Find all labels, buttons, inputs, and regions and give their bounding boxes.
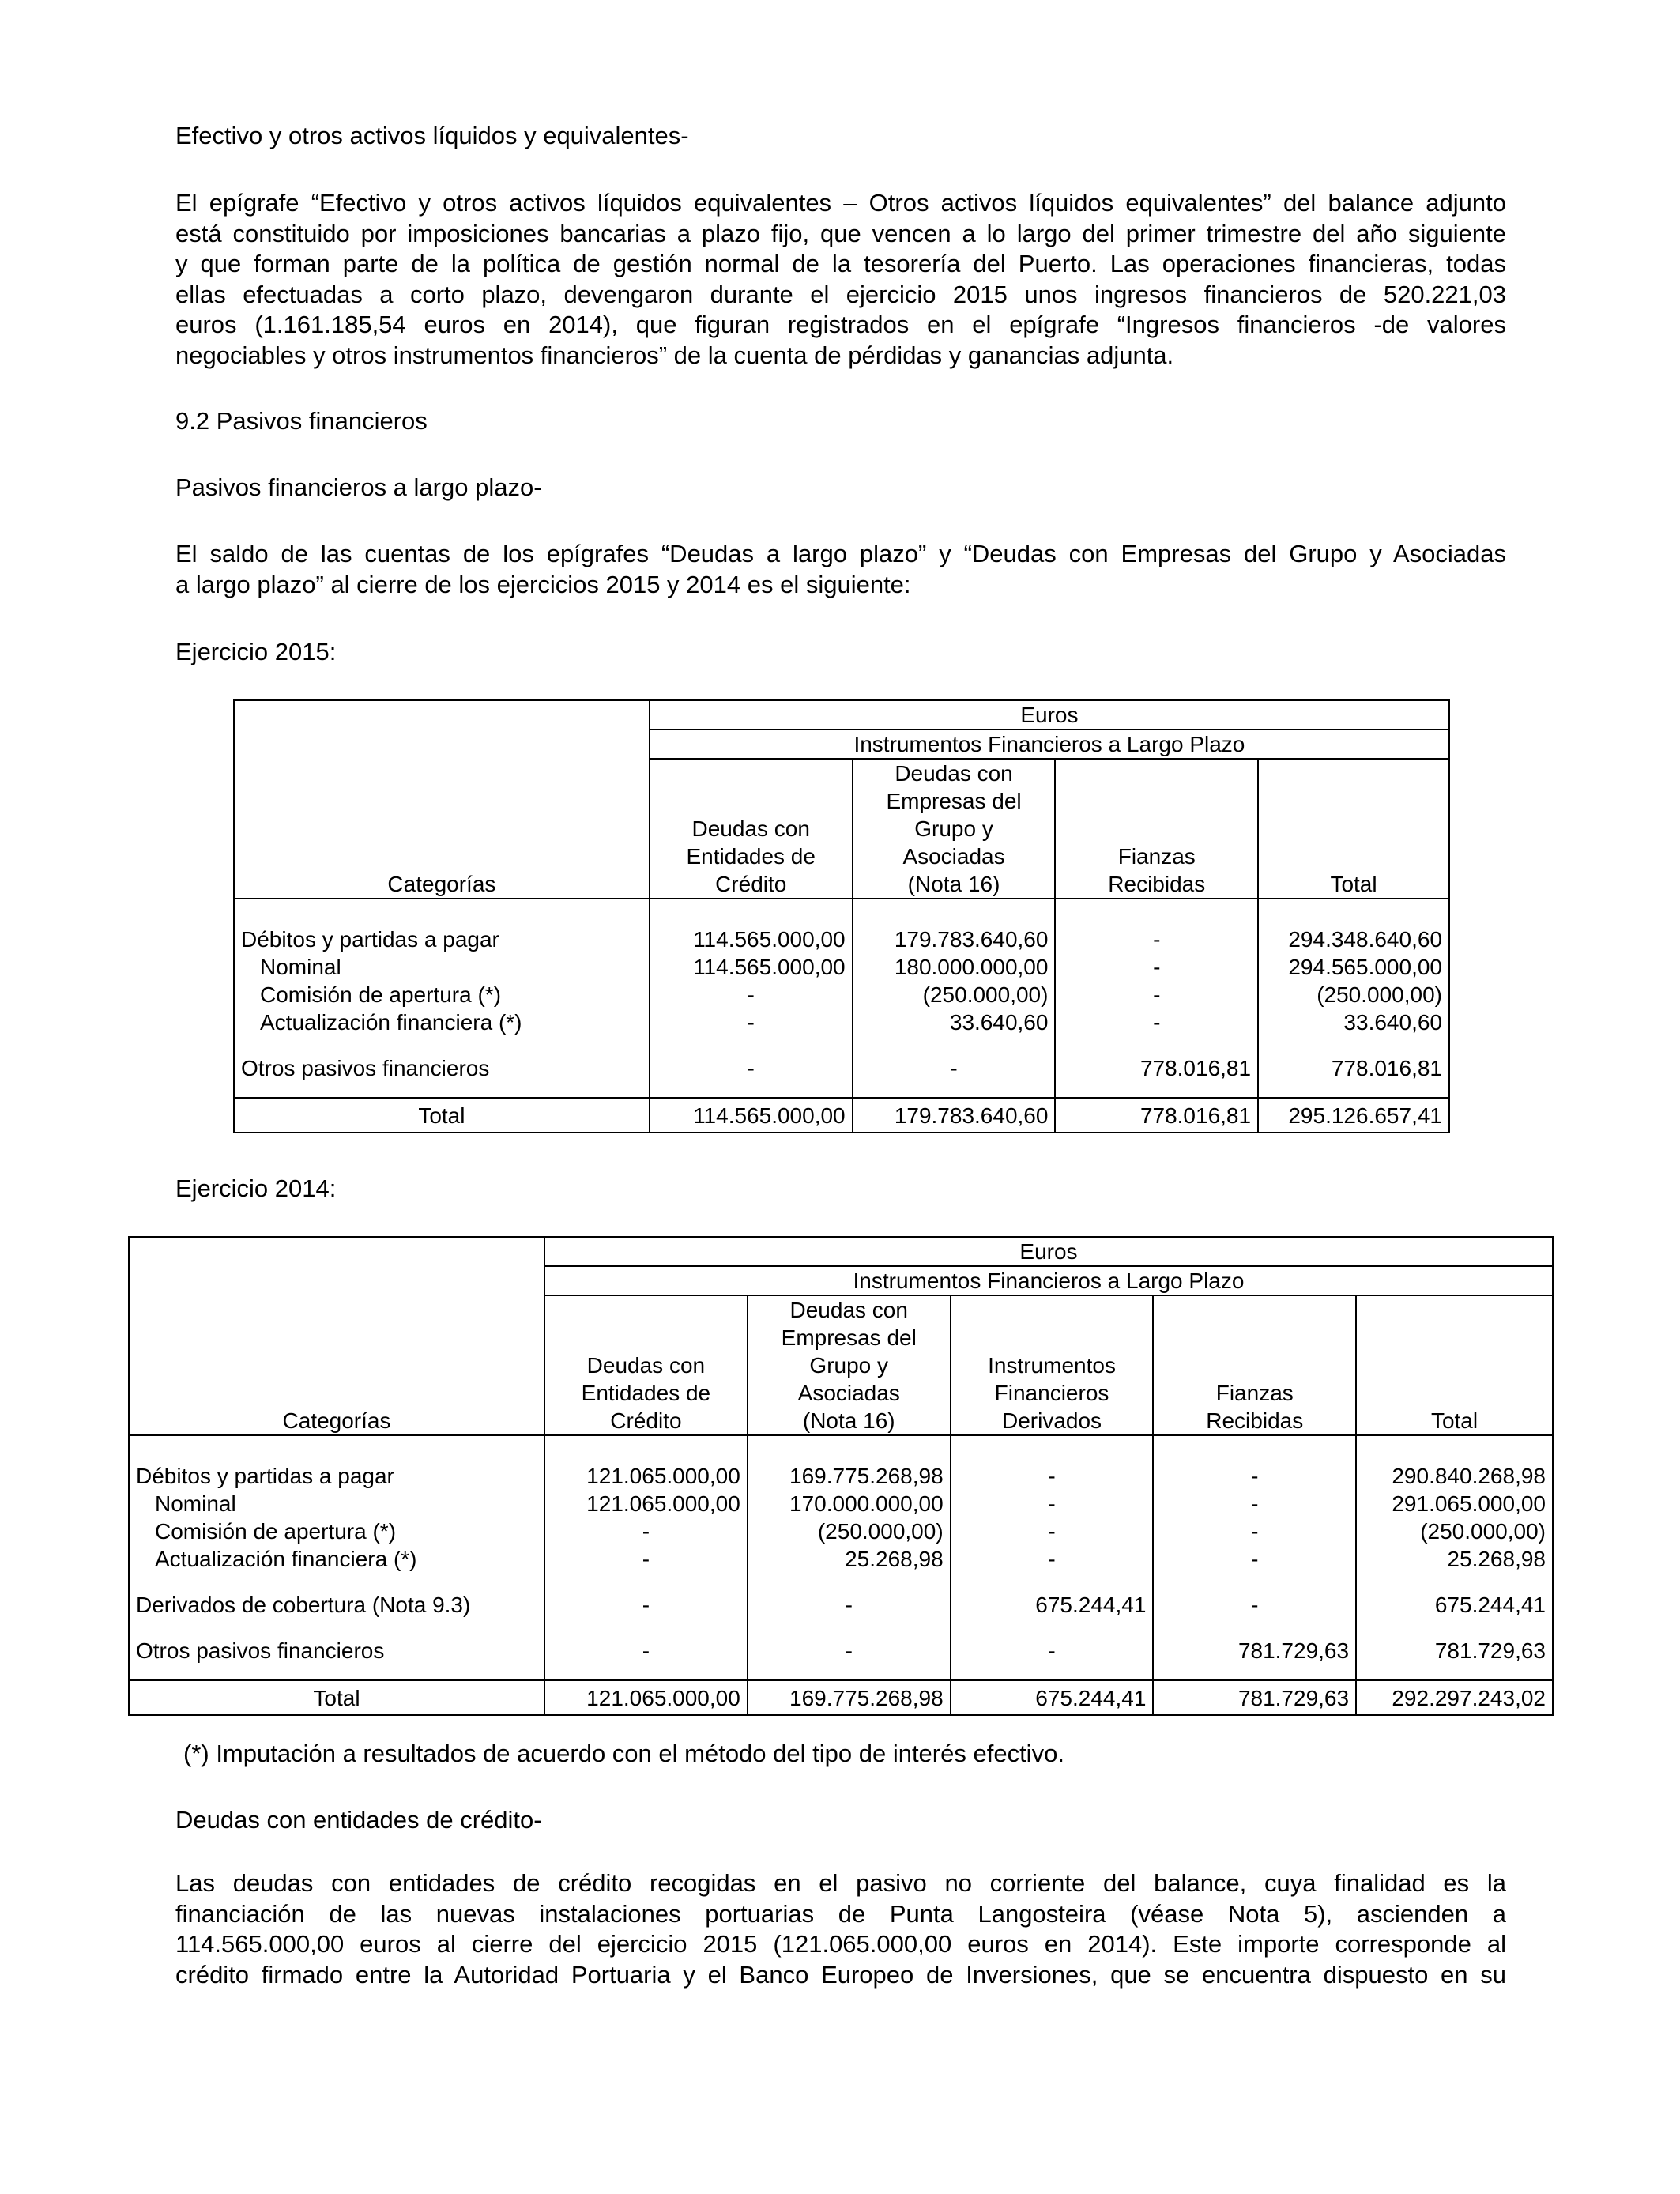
- text-line: El epígrafe “Efectivo y otros activos líquidos equivalentes – Otros activos líquidos equivalentes” del balance adjunto: [175, 189, 1506, 217]
- header-euros: Euros: [544, 1237, 1553, 1266]
- cell-value: 179.783.640,60: [853, 925, 1056, 953]
- cell-value: 290.840.268,98: [1356, 1462, 1553, 1490]
- cell-value: (250.000,00): [1356, 1517, 1553, 1545]
- header-text: Derivados: [1002, 1408, 1102, 1433]
- paragraph-efectivo: [175, 188, 1506, 371]
- text-line: crédito firmado entre la Autoridad Portuaria y el Banco Europeo de Inversiones, que se encuentra dispuesto en su: [175, 1960, 1506, 1989]
- header-text: Recibidas: [1206, 1408, 1304, 1433]
- cell-value: -: [748, 1573, 951, 1619]
- header-text: Deudas con: [789, 1298, 908, 1322]
- table-row: [234, 925, 1449, 953]
- header-text: Asociadas: [797, 1381, 900, 1405]
- text-line: Las deudas con entidades de crédito recogidas en el pasivo no corriente del balance, cuya finalidad es la: [175, 1869, 1506, 1897]
- row-label: Actualización financiera (*): [234, 1008, 650, 1036]
- text-line: a largo plazo” al cierre de los ejercicios 2015 y 2014 es el siguiente:: [175, 570, 911, 598]
- header-fianzas: [1153, 1295, 1356, 1435]
- cell-value: 114.565.000,00: [650, 1098, 853, 1133]
- table-ejercicio-2015: [233, 699, 1450, 1133]
- label-ejercicio-2014: Ejercicio 2014:: [175, 1174, 337, 1202]
- header-categorias: Categorías: [234, 700, 650, 899]
- header-text: Recibidas: [1108, 872, 1206, 896]
- heading-pasivos-largo-plazo: Pasivos financieros a largo plazo-: [175, 473, 542, 501]
- heading-efectivo: Efectivo y otros activos líquidos y equivalentes-: [175, 122, 689, 149]
- text-line: El saldo de las cuentas de los epígrafes “Deudas a largo plazo” y “Deudas con Empresas del Grupo y Asociadas: [175, 540, 1506, 567]
- cell-value: 294.348.640,60: [1258, 925, 1449, 953]
- header-text: (Nota 16): [802, 1408, 895, 1433]
- header-text: Deudas con: [895, 761, 1013, 786]
- header-text: Grupo y: [809, 1353, 889, 1378]
- paragraph-deudas-entidades: [175, 1868, 1506, 1990]
- table-total-row: [129, 1680, 1553, 1715]
- cell-value: 675.244,41: [1356, 1573, 1553, 1619]
- text-line: y que forman parte de la política de gestión normal de la tesorería del Puerto. Las operaciones financieras, todas: [175, 250, 1506, 277]
- cell-value: -: [951, 1462, 1154, 1490]
- cell-value: 25.268,98: [748, 1545, 951, 1573]
- cell-value: (250.000,00): [1258, 981, 1449, 1008]
- cell-value: 291.065.000,00: [1356, 1490, 1553, 1517]
- label-ejercicio-2015: Ejercicio 2015:: [175, 638, 337, 665]
- header-deudas-credito: [650, 759, 853, 899]
- row-label: Comisión de apertura (*): [129, 1517, 544, 1545]
- header-text: Deudas con: [586, 1353, 706, 1378]
- cell-value: -: [951, 1619, 1154, 1664]
- text-line: 114.565.000,00 euros al cierre del ejercicio 2015 (121.065.000,00 euros en 2014). Este importe corresponde al: [175, 1930, 1506, 1958]
- header-text: Financieros: [994, 1381, 1109, 1405]
- table-ejercicio-2014: [128, 1236, 1554, 1716]
- footnote: (*) Imputación a resultados de acuerdo con el método del tipo de interés efectivo.: [183, 1740, 1064, 1767]
- header-text: Empresas del: [886, 789, 1022, 813]
- cell-value: -: [1153, 1517, 1356, 1545]
- row-label: Nominal: [129, 1490, 544, 1517]
- cell-value: 778.016,81: [1055, 1098, 1258, 1133]
- table-row: [129, 1545, 1553, 1573]
- cell-value: -: [951, 1545, 1154, 1573]
- cell-value: -: [1153, 1545, 1356, 1573]
- header-text: Fianzas: [1117, 844, 1196, 869]
- heading-deudas-entidades: Deudas con entidades de crédito-: [175, 1806, 542, 1834]
- cell-value: -: [853, 1036, 1056, 1082]
- header-text: Grupo y: [914, 816, 993, 841]
- header-text: Asociadas: [902, 844, 1005, 869]
- header-instrumentos: Instrumentos Financieros a Largo Plazo: [650, 729, 1449, 759]
- cell-value: -: [1153, 1573, 1356, 1619]
- table-row: [234, 953, 1449, 981]
- cell-value: 778.016,81: [1258, 1036, 1449, 1082]
- header-total: Total: [1258, 759, 1449, 899]
- row-label: Actualización financiera (*): [129, 1545, 544, 1573]
- header-text: Deudas con: [691, 816, 810, 841]
- cell-value: -: [951, 1517, 1154, 1545]
- cell-value: 121.065.000,00: [544, 1462, 748, 1490]
- cell-value: -: [1153, 1490, 1356, 1517]
- header-text: (Nota 16): [907, 872, 1000, 896]
- cell-value: (250.000,00): [853, 981, 1056, 1008]
- table-row: [234, 1008, 1449, 1036]
- cell-value: 179.783.640,60: [853, 1098, 1056, 1133]
- row-label: Otros pasivos financieros: [129, 1619, 544, 1664]
- cell-value: -: [951, 1490, 1154, 1517]
- header-deudas-credito: [544, 1295, 748, 1435]
- table-row: [234, 1036, 1449, 1082]
- text-line: euros (1.161.185,54 euros en 2014), que figuran registrados en el epígrafe “Ingresos financieros -de valores: [175, 311, 1506, 338]
- cell-value: 33.640,60: [1258, 1008, 1449, 1036]
- row-label: Débitos y partidas a pagar: [234, 925, 650, 953]
- cell-value: 25.268,98: [1356, 1545, 1553, 1573]
- cell-value: 121.065.000,00: [544, 1490, 748, 1517]
- cell-value: -: [1055, 981, 1258, 1008]
- row-label: Comisión de apertura (*): [234, 981, 650, 1008]
- cell-value: 33.640,60: [853, 1008, 1056, 1036]
- cell-value: -: [1055, 953, 1258, 981]
- header-text: Empresas del: [781, 1325, 917, 1350]
- cell-value: -: [650, 981, 853, 1008]
- cell-value: 292.297.243,02: [1356, 1680, 1553, 1715]
- row-label: Derivados de cobertura (Nota 9.3): [129, 1573, 544, 1619]
- row-label: Nominal: [234, 953, 650, 981]
- heading-pasivos-financieros: 9.2 Pasivos financieros: [175, 407, 428, 435]
- cell-value: 294.565.000,00: [1258, 953, 1449, 981]
- cell-value: 121.065.000,00: [544, 1680, 748, 1715]
- cell-value: 114.565.000,00: [650, 953, 853, 981]
- text-line: negociables y otros instrumentos financieros” de la cuenta de pérdidas y ganancias adjunta.: [175, 341, 1174, 369]
- header-deudas-grupo: [748, 1295, 951, 1435]
- text-line: financiación de las nuevas instalaciones portuarias de Punta Langosteira (véase Nota 5), ascienden a: [175, 1899, 1506, 1928]
- header-euros: Euros: [650, 700, 1449, 729]
- cell-value: 778.016,81: [1055, 1036, 1258, 1082]
- header-deudas-grupo: [853, 759, 1056, 899]
- header-total: Total: [1356, 1295, 1553, 1435]
- header-fianzas: [1055, 759, 1258, 899]
- header-text: Crédito: [715, 872, 787, 896]
- cell-value: 781.729,63: [1153, 1619, 1356, 1664]
- cell-value: 675.244,41: [951, 1680, 1154, 1715]
- cell-value: -: [748, 1619, 951, 1664]
- cell-value: -: [544, 1545, 748, 1573]
- table-total-row: [234, 1098, 1449, 1133]
- cell-value: -: [544, 1573, 748, 1619]
- cell-value: -: [1055, 925, 1258, 953]
- header-text: Fianzas: [1215, 1381, 1294, 1405]
- cell-value: 675.244,41: [951, 1573, 1154, 1619]
- text-line: ellas efectuadas a corto plazo, devengaron durante el ejercicio 2015 unos ingresos financieros de 520.221,03: [175, 280, 1506, 308]
- row-label: Débitos y partidas a pagar: [129, 1462, 544, 1490]
- header-categorias: Categorías: [129, 1237, 544, 1435]
- table-row: [129, 1490, 1553, 1517]
- cell-value: -: [650, 1036, 853, 1082]
- row-label: Otros pasivos financieros: [234, 1036, 650, 1082]
- cell-value: -: [1153, 1462, 1356, 1490]
- cell-value: 781.729,63: [1153, 1680, 1356, 1715]
- table-row: [129, 1619, 1553, 1664]
- cell-value: -: [544, 1619, 748, 1664]
- cell-value: 781.729,63: [1356, 1619, 1553, 1664]
- header-derivados: [951, 1295, 1154, 1435]
- table-row: [129, 1462, 1553, 1490]
- header-text: Instrumentos: [988, 1353, 1116, 1378]
- cell-value: 169.775.268,98: [748, 1680, 951, 1715]
- cell-value: -: [650, 1008, 853, 1036]
- cell-value: (250.000,00): [748, 1517, 951, 1545]
- total-label: Total: [129, 1680, 544, 1715]
- paragraph-saldo: [175, 539, 1506, 600]
- cell-value: -: [544, 1517, 748, 1545]
- header-text: Entidades de: [581, 1381, 711, 1405]
- total-label: Total: [234, 1098, 650, 1133]
- cell-value: 114.565.000,00: [650, 925, 853, 953]
- table-row: [129, 1573, 1553, 1619]
- cell-value: 170.000.000,00: [748, 1490, 951, 1517]
- table-row: [129, 1517, 1553, 1545]
- cell-value: -: [1055, 1008, 1258, 1036]
- header-text: Crédito: [610, 1408, 682, 1433]
- cell-value: 169.775.268,98: [748, 1462, 951, 1490]
- header-instrumentos: Instrumentos Financieros a Largo Plazo: [544, 1266, 1553, 1295]
- text-line: está constituido por imposiciones bancarias a plazo fijo, que vencen a lo largo del primer trimestre del año siguiente: [175, 219, 1506, 247]
- header-text: Entidades de: [686, 844, 816, 869]
- cell-value: 180.000.000,00: [853, 953, 1056, 981]
- table-row: [234, 981, 1449, 1008]
- cell-value: 295.126.657,41: [1258, 1098, 1449, 1133]
